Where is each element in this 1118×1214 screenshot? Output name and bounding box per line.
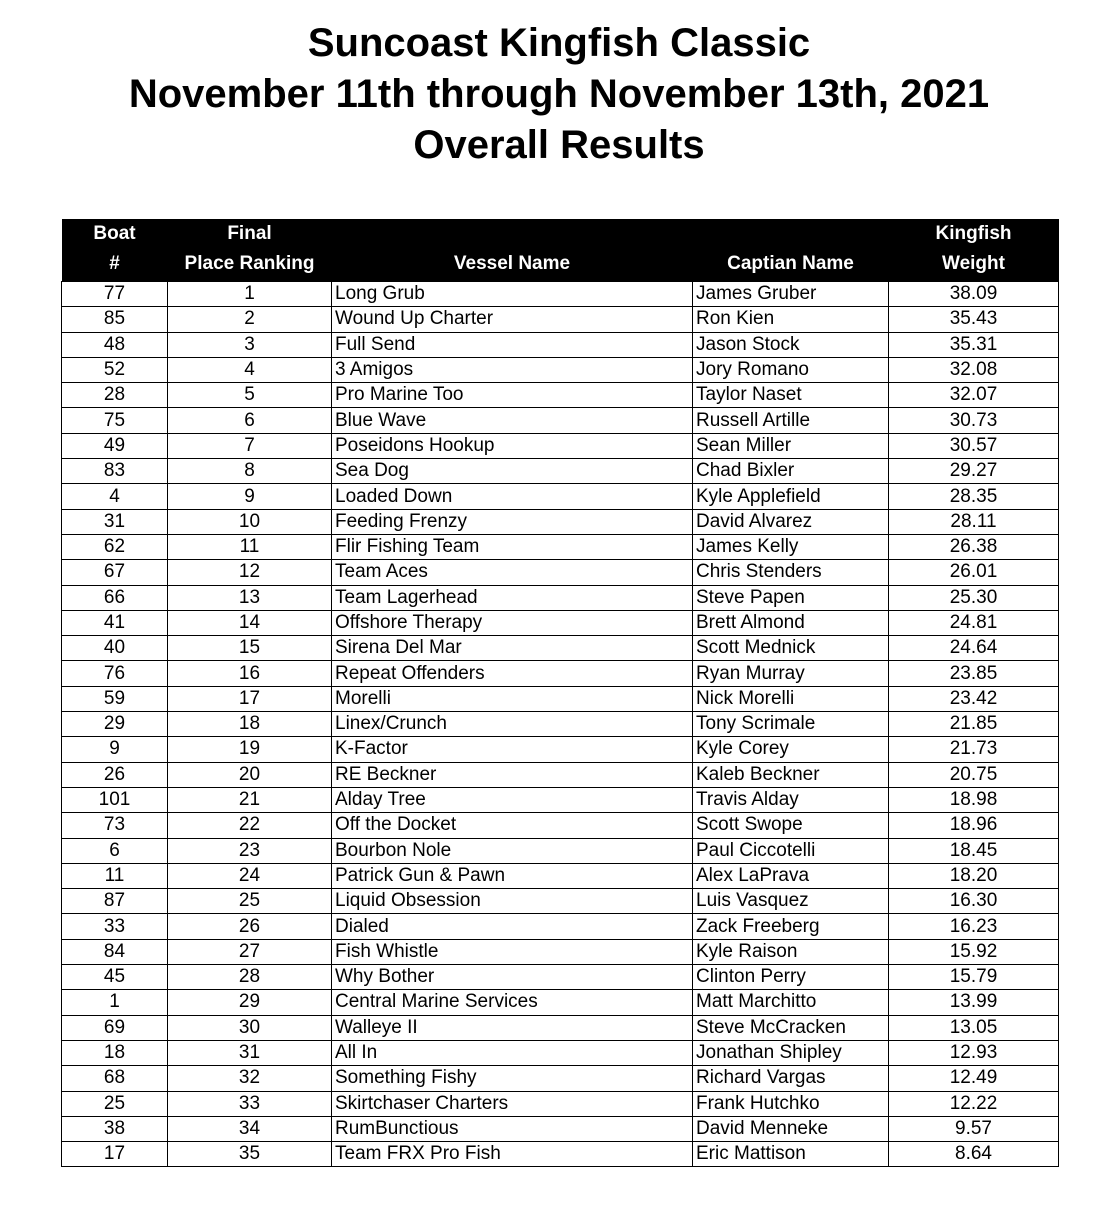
table-row (62, 636, 1059, 661)
cell-captain-name: Scott Swope (693, 813, 889, 838)
cell-place-ranking: 28 (168, 965, 332, 990)
cell-boat-number: 18 (62, 1040, 168, 1065)
cell-kingfish-weight: 21.85 (889, 712, 1059, 737)
cell-boat-number: 26 (62, 762, 168, 787)
cell-captain-name: Luis Vasquez (693, 889, 889, 914)
cell-boat-number: 75 (62, 408, 168, 433)
cell-kingfish-weight: 12.22 (889, 1091, 1059, 1116)
header-boat-bottom: # (62, 249, 168, 282)
cell-place-ranking: 27 (168, 939, 332, 964)
cell-place-ranking: 9 (168, 484, 332, 509)
cell-vessel-name: Linex/Crunch (332, 712, 693, 737)
cell-vessel-name: Morelli (332, 686, 693, 711)
table-row (62, 686, 1059, 711)
cell-place-ranking: 2 (168, 307, 332, 332)
cell-vessel-name: Alday Tree (332, 787, 693, 812)
cell-vessel-name: Off the Docket (332, 813, 693, 838)
cell-vessel-name: RE Beckner (332, 762, 693, 787)
table-row (62, 965, 1059, 990)
cell-boat-number: 41 (62, 610, 168, 635)
cell-captain-name: Frank Hutchko (693, 1091, 889, 1116)
table-row (62, 1116, 1059, 1141)
cell-place-ranking: 19 (168, 737, 332, 762)
results-table-body (62, 282, 1059, 1167)
cell-place-ranking: 11 (168, 534, 332, 559)
cell-place-ranking: 23 (168, 838, 332, 863)
table-row (62, 863, 1059, 888)
cell-vessel-name: Poseidons Hookup (332, 433, 693, 458)
cell-boat-number: 69 (62, 1015, 168, 1040)
cell-kingfish-weight: 24.64 (889, 636, 1059, 661)
cell-place-ranking: 6 (168, 408, 332, 433)
cell-vessel-name: K-Factor (332, 737, 693, 762)
cell-kingfish-weight: 26.01 (889, 560, 1059, 585)
cell-vessel-name: Liquid Obsession (332, 889, 693, 914)
cell-place-ranking: 26 (168, 914, 332, 939)
cell-vessel-name: Team FRX Pro Fish (332, 1142, 693, 1167)
cell-vessel-name: RumBunctious (332, 1116, 693, 1141)
cell-captain-name: Steve Papen (693, 585, 889, 610)
cell-vessel-name: Flir Fishing Team (332, 534, 693, 559)
cell-place-ranking: 17 (168, 686, 332, 711)
cell-vessel-name: Full Send (332, 332, 693, 357)
title-subtitle: Overall Results (413, 123, 705, 167)
table-row (62, 813, 1059, 838)
cell-boat-number: 66 (62, 585, 168, 610)
cell-captain-name: Clinton Perry (693, 965, 889, 990)
header-weight-top: Kingfish (889, 219, 1059, 249)
cell-boat-number: 33 (62, 914, 168, 939)
cell-kingfish-weight: 18.96 (889, 813, 1059, 838)
cell-captain-name: Chad Bixler (693, 459, 889, 484)
cell-place-ranking: 34 (168, 1116, 332, 1141)
cell-vessel-name: All In (332, 1040, 693, 1065)
cell-vessel-name: Team Lagerhead (332, 585, 693, 610)
cell-captain-name: Matt Marchitto (693, 990, 889, 1015)
table-row (62, 1091, 1059, 1116)
table-row (62, 509, 1059, 534)
results-table (61, 219, 1059, 1167)
cell-captain-name: Russell Artille (693, 408, 889, 433)
cell-boat-number: 45 (62, 965, 168, 990)
cell-captain-name: Taylor Naset (693, 383, 889, 408)
table-row (62, 610, 1059, 635)
cell-place-ranking: 21 (168, 787, 332, 812)
table-row (62, 383, 1059, 408)
table-row (62, 889, 1059, 914)
cell-captain-name: Kaleb Beckner (693, 762, 889, 787)
table-row (62, 282, 1059, 307)
cell-captain-name: Chris Stenders (693, 560, 889, 585)
cell-place-ranking: 12 (168, 560, 332, 585)
cell-boat-number: 9 (62, 737, 168, 762)
cell-boat-number: 62 (62, 534, 168, 559)
cell-captain-name: Jory Romano (693, 357, 889, 382)
cell-boat-number: 52 (62, 357, 168, 382)
cell-boat-number: 17 (62, 1142, 168, 1167)
cell-boat-number: 1 (62, 990, 168, 1015)
cell-captain-name: James Gruber (693, 282, 889, 307)
cell-vessel-name: Central Marine Services (332, 990, 693, 1015)
table-row (62, 737, 1059, 762)
cell-boat-number: 83 (62, 459, 168, 484)
cell-place-ranking: 5 (168, 383, 332, 408)
cell-vessel-name: Something Fishy (332, 1066, 693, 1091)
cell-kingfish-weight: 35.31 (889, 332, 1059, 357)
cell-boat-number: 77 (62, 282, 168, 307)
cell-captain-name: Alex LaPrava (693, 863, 889, 888)
cell-kingfish-weight: 23.85 (889, 661, 1059, 686)
cell-boat-number: 73 (62, 813, 168, 838)
cell-captain-name: Zack Freeberg (693, 914, 889, 939)
table-row (62, 585, 1059, 610)
cell-captain-name: Jason Stock (693, 332, 889, 357)
cell-kingfish-weight: 20.75 (889, 762, 1059, 787)
cell-boat-number: 67 (62, 560, 168, 585)
cell-vessel-name: Why Bother (332, 965, 693, 990)
table-row (62, 332, 1059, 357)
table-row (62, 307, 1059, 332)
cell-kingfish-weight: 12.93 (889, 1040, 1059, 1065)
header-captain-spacer (693, 219, 889, 249)
cell-boat-number: 40 (62, 636, 168, 661)
cell-boat-number: 11 (62, 863, 168, 888)
table-row (62, 459, 1059, 484)
results-table-header (62, 219, 1059, 282)
table-row (62, 914, 1059, 939)
cell-boat-number: 101 (62, 787, 168, 812)
cell-kingfish-weight: 32.08 (889, 357, 1059, 382)
cell-kingfish-weight: 9.57 (889, 1116, 1059, 1141)
cell-captain-name: David Alvarez (693, 509, 889, 534)
header-weight-bottom: Weight (889, 249, 1059, 282)
title-date-range: November 11th through November 13th, 2021 (128, 72, 990, 116)
cell-kingfish-weight: 16.23 (889, 914, 1059, 939)
cell-vessel-name: Wound Up Charter (332, 307, 693, 332)
cell-vessel-name: Skirtchaser Charters (332, 1091, 693, 1116)
table-row (62, 712, 1059, 737)
cell-vessel-name: Fish Whistle (332, 939, 693, 964)
cell-boat-number: 48 (62, 332, 168, 357)
cell-vessel-name: Offshore Therapy (332, 610, 693, 635)
cell-boat-number: 6 (62, 838, 168, 863)
cell-boat-number: 29 (62, 712, 168, 737)
cell-place-ranking: 24 (168, 863, 332, 888)
cell-captain-name: Jonathan Shipley (693, 1040, 889, 1065)
cell-vessel-name: Dialed (332, 914, 693, 939)
cell-vessel-name: Patrick Gun & Pawn (332, 863, 693, 888)
cell-boat-number: 28 (62, 383, 168, 408)
cell-captain-name: Eric Mattison (693, 1142, 889, 1167)
cell-kingfish-weight: 18.45 (889, 838, 1059, 863)
cell-captain-name: Kyle Raison (693, 939, 889, 964)
cell-captain-name: Nick Morelli (693, 686, 889, 711)
cell-captain-name: Kyle Corey (693, 737, 889, 762)
cell-kingfish-weight: 32.07 (889, 383, 1059, 408)
cell-vessel-name: Repeat Offenders (332, 661, 693, 686)
cell-place-ranking: 16 (168, 661, 332, 686)
cell-vessel-name: Sea Dog (332, 459, 693, 484)
cell-place-ranking: 3 (168, 332, 332, 357)
cell-kingfish-weight: 23.42 (889, 686, 1059, 711)
table-row (62, 1015, 1059, 1040)
cell-boat-number: 31 (62, 509, 168, 534)
cell-kingfish-weight: 26.38 (889, 534, 1059, 559)
table-row (62, 408, 1059, 433)
cell-boat-number: 68 (62, 1066, 168, 1091)
cell-kingfish-weight: 8.64 (889, 1142, 1059, 1167)
cell-captain-name: Paul Ciccotelli (693, 838, 889, 863)
cell-vessel-name: Pro Marine Too (332, 383, 693, 408)
table-row (62, 1040, 1059, 1065)
header-vessel-spacer (332, 219, 693, 249)
cell-captain-name: Sean Miller (693, 433, 889, 458)
cell-place-ranking: 18 (168, 712, 332, 737)
header-rank-top: Final (168, 219, 332, 249)
cell-vessel-name: Feeding Frenzy (332, 509, 693, 534)
cell-boat-number: 87 (62, 889, 168, 914)
cell-captain-name: Brett Almond (693, 610, 889, 635)
cell-place-ranking: 32 (168, 1066, 332, 1091)
cell-captain-name: Scott Mednick (693, 636, 889, 661)
cell-kingfish-weight: 25.30 (889, 585, 1059, 610)
table-row (62, 357, 1059, 382)
table-row (62, 939, 1059, 964)
header-rank-bottom: Place Ranking (168, 249, 332, 282)
cell-boat-number: 49 (62, 433, 168, 458)
cell-captain-name: Travis Alday (693, 787, 889, 812)
table-row (62, 1142, 1059, 1167)
table-row (62, 661, 1059, 686)
cell-vessel-name: Blue Wave (332, 408, 693, 433)
cell-place-ranking: 14 (168, 610, 332, 635)
cell-boat-number: 59 (62, 686, 168, 711)
cell-place-ranking: 13 (168, 585, 332, 610)
cell-kingfish-weight: 13.99 (889, 990, 1059, 1015)
cell-captain-name: Tony Scrimale (693, 712, 889, 737)
table-row (62, 990, 1059, 1015)
cell-kingfish-weight: 30.57 (889, 433, 1059, 458)
cell-kingfish-weight: 12.49 (889, 1066, 1059, 1091)
cell-place-ranking: 1 (168, 282, 332, 307)
cell-vessel-name: Long Grub (332, 282, 693, 307)
cell-place-ranking: 31 (168, 1040, 332, 1065)
cell-place-ranking: 8 (168, 459, 332, 484)
cell-captain-name: Ryan Murray (693, 661, 889, 686)
cell-vessel-name: 3 Amigos (332, 357, 693, 382)
cell-kingfish-weight: 28.35 (889, 484, 1059, 509)
cell-kingfish-weight: 18.98 (889, 787, 1059, 812)
cell-captain-name: Steve McCracken (693, 1015, 889, 1040)
table-row (62, 534, 1059, 559)
cell-place-ranking: 4 (168, 357, 332, 382)
table-row (62, 560, 1059, 585)
cell-place-ranking: 33 (168, 1091, 332, 1116)
header-boat-top: Boat (62, 219, 168, 249)
page-title (0, 18, 1118, 171)
cell-boat-number: 84 (62, 939, 168, 964)
table-row (62, 433, 1059, 458)
cell-kingfish-weight: 24.81 (889, 610, 1059, 635)
cell-place-ranking: 20 (168, 762, 332, 787)
table-row (62, 484, 1059, 509)
cell-place-ranking: 29 (168, 990, 332, 1015)
cell-kingfish-weight: 38.09 (889, 282, 1059, 307)
cell-vessel-name: Bourbon Nole (332, 838, 693, 863)
cell-boat-number: 25 (62, 1091, 168, 1116)
header-vessel-name: Vessel Name (332, 249, 693, 282)
table-row (62, 1066, 1059, 1091)
cell-place-ranking: 22 (168, 813, 332, 838)
cell-boat-number: 85 (62, 307, 168, 332)
cell-vessel-name: Sirena Del Mar (332, 636, 693, 661)
cell-kingfish-weight: 18.20 (889, 863, 1059, 888)
cell-place-ranking: 30 (168, 1015, 332, 1040)
cell-place-ranking: 15 (168, 636, 332, 661)
header-captain-name: Captian Name (693, 249, 889, 282)
cell-kingfish-weight: 16.30 (889, 889, 1059, 914)
cell-place-ranking: 10 (168, 509, 332, 534)
cell-vessel-name: Team Aces (332, 560, 693, 585)
cell-boat-number: 76 (62, 661, 168, 686)
cell-kingfish-weight: 21.73 (889, 737, 1059, 762)
table-row (62, 762, 1059, 787)
cell-captain-name: David Menneke (693, 1116, 889, 1141)
cell-vessel-name: Loaded Down (332, 484, 693, 509)
cell-kingfish-weight: 15.79 (889, 965, 1059, 990)
cell-boat-number: 4 (62, 484, 168, 509)
cell-kingfish-weight: 35.43 (889, 307, 1059, 332)
title-event-name: Suncoast Kingfish Classic (307, 21, 811, 65)
cell-kingfish-weight: 29.27 (889, 459, 1059, 484)
cell-place-ranking: 7 (168, 433, 332, 458)
cell-kingfish-weight: 30.73 (889, 408, 1059, 433)
cell-boat-number: 38 (62, 1116, 168, 1141)
cell-captain-name: Ron Kien (693, 307, 889, 332)
cell-kingfish-weight: 15.92 (889, 939, 1059, 964)
table-row (62, 838, 1059, 863)
table-row (62, 787, 1059, 812)
cell-kingfish-weight: 28.11 (889, 509, 1059, 534)
cell-kingfish-weight: 13.05 (889, 1015, 1059, 1040)
cell-captain-name: Richard Vargas (693, 1066, 889, 1091)
cell-captain-name: Kyle Applefield (693, 484, 889, 509)
cell-captain-name: James Kelly (693, 534, 889, 559)
cell-place-ranking: 35 (168, 1142, 332, 1167)
cell-vessel-name: Walleye II (332, 1015, 693, 1040)
cell-place-ranking: 25 (168, 889, 332, 914)
